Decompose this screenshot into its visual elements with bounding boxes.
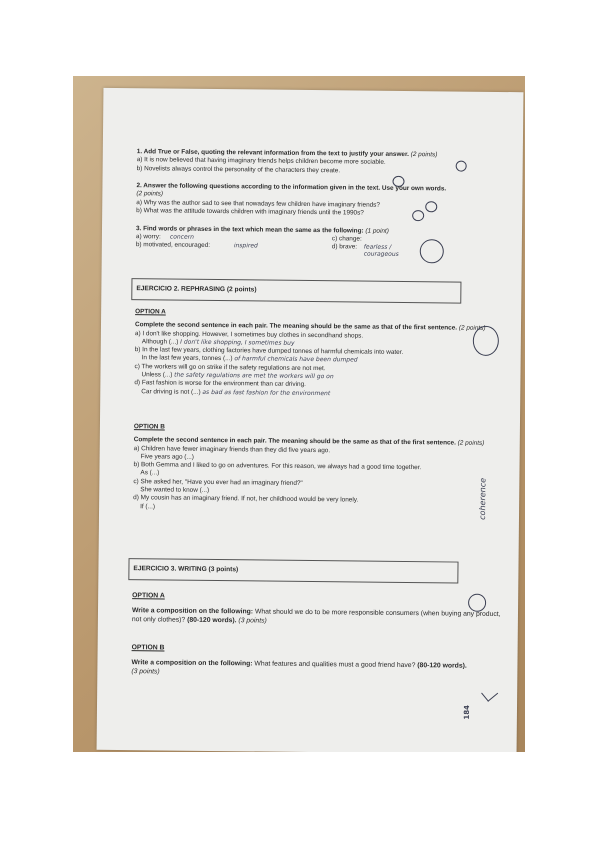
ex3-a-words: (80-120 words). xyxy=(187,616,237,624)
ex2-heading: EJERCICIO 2. REPHRASING (2 points) xyxy=(136,285,257,294)
ex2-a-item-d2: Car driving is not (...) xyxy=(141,387,201,396)
q2-points: (2 points) xyxy=(136,190,164,198)
ex3-heading-box xyxy=(128,558,458,583)
ex2-b-item-a: a) Children have fewer imaginary friends than they did five years ago. xyxy=(133,444,331,454)
ex2-option-b xyxy=(133,423,494,515)
ex3-a-lead: Write a composition on the following: xyxy=(131,606,254,616)
ex2-option-a-label: OPTION A xyxy=(135,308,166,316)
grading-circle xyxy=(412,210,424,221)
ex3-b-words: (80-120 words). xyxy=(417,661,467,670)
ex2-a-answer-a: I don't like shopping, I sometimes buy xyxy=(180,338,295,347)
ex2-a-answer-d: as bad as fast fashion for the environment xyxy=(202,388,331,397)
ex2-a-item-c: c) The workers will go on strike if the safety regulations are not met. xyxy=(134,362,326,372)
grading-circle xyxy=(456,161,467,172)
margin-note: coherence xyxy=(477,477,488,520)
grading-circle xyxy=(420,239,444,263)
ex2-a-item-a2: Although (...) xyxy=(141,338,179,346)
q3a-label: a) worry: xyxy=(135,233,161,241)
q1-points: (2 points) xyxy=(410,151,438,159)
q2-text-main: 2. Answer the following questions according to the information given in the text. Use your own words. xyxy=(136,182,447,193)
ex2-b-item-d: d) My cousin has an imaginary friend. If not, her childhood would be very lonely. xyxy=(133,494,359,504)
q3-points: (1 point) xyxy=(365,227,389,235)
q3b-label: b) motivated, encouraged: xyxy=(135,241,211,250)
ex2-option-b-label: OPTION B xyxy=(133,423,165,431)
photo-background xyxy=(73,76,525,752)
ex2-b-item-a2: Five years ago (...) xyxy=(140,453,194,461)
q3d-answer: fearless / courageous xyxy=(363,243,399,259)
exam-sheet xyxy=(97,88,524,752)
ex3-option-a-label: OPTION A xyxy=(132,592,165,600)
grading-circle xyxy=(425,201,437,212)
ex3-option-b-label: OPTION B xyxy=(131,644,165,652)
ex2-a-points: (2 points) xyxy=(458,324,486,333)
q3b-answer: inspired xyxy=(233,242,258,250)
grading-circle xyxy=(468,594,486,612)
ex3-b-points: (3 points) xyxy=(131,667,160,676)
ex2-heading-box xyxy=(131,278,461,303)
ex2-a-item-b2: In the last few years, tonnes (...) xyxy=(141,354,233,363)
ex3-b-text: What features and qualities must a good friend have? xyxy=(254,660,416,669)
ex3-option-a xyxy=(132,592,502,628)
question-2 xyxy=(136,182,496,219)
ex2-b-item-b2: As (...) xyxy=(140,469,160,477)
ex3-a-points: (3 points) xyxy=(238,616,267,625)
ex2-b-instr: Complete the second sentence in each pair. The meaning should be the same as that of the first sentence. xyxy=(133,436,456,447)
ex2-a-item-c2: Unless (...) xyxy=(141,371,173,379)
grading-circle xyxy=(473,326,499,356)
ex2-a-answer-c: the safety regulations are met the workers will go on xyxy=(174,371,334,381)
corner-number: 184 xyxy=(462,704,472,720)
q3a-answer: concern xyxy=(169,233,194,242)
ex2-a-item-d: d) Fast fashion is worse for the environment than car driving. xyxy=(134,379,306,389)
q2a: a) Why was the author sad to see that nowadays few children have imaginary friends? xyxy=(136,198,380,209)
ex2-a-instr: Complete the second sentence in each pair. The meaning should be the same as that of the first sentence. xyxy=(134,321,458,332)
q3d-label: d) brave: xyxy=(331,243,358,251)
ex3-option-b xyxy=(131,644,501,680)
q1-text: 1. Add True or False, quoting the relevant information from the text to justify your answer. xyxy=(136,148,409,159)
q3-text: 3. Find words or phrases in the text which mean the same as the following: xyxy=(135,225,364,235)
q1b: b) Novelists always control the personality of the characters they create. xyxy=(136,164,341,174)
ex2-b-item-c2: She wanted to know (...) xyxy=(140,486,210,495)
ex2-a-item-b: b) In the last few years, clothing factories have dumped tonnes of harmful chemicals into water. xyxy=(134,346,404,357)
q2b: b) What was the attitude towards children with imaginary friends until the 1990s? xyxy=(136,207,364,217)
ex2-a-item-a: a) I don't like shopping. However, I sometimes buy clothes in secondhand shops. xyxy=(134,329,364,340)
ex2-b-item-b: b) Both Gemma and I liked to go on adventures. For this reason, we always had a good time together. xyxy=(133,461,422,472)
q1a: a) It is now believed that having imaginary friends helps children become more sociable. xyxy=(136,156,386,167)
ex3-b-lead: Write a composition on the following: xyxy=(131,658,253,668)
question-1 xyxy=(137,148,497,177)
q3c-label: c) change: xyxy=(331,235,362,243)
ex3-heading: EJERCICIO 3. WRITING (3 points) xyxy=(133,565,239,574)
ex2-b-item-d2: If (...) xyxy=(140,502,156,511)
ex2-b-points: (2 points) xyxy=(457,439,485,448)
ex2-a-answer-b: of harmful chemicals have been dumped xyxy=(234,355,358,364)
ex2-option-a xyxy=(134,308,495,400)
ex3-a-text: What should we do to be more responsible consumers (when buying any product, not only clothes)? xyxy=(131,608,501,624)
check-mark-icon xyxy=(481,685,498,702)
ex2-b-item-c: c) She asked her, "Have you ever had an imaginary friend?" xyxy=(133,477,303,487)
